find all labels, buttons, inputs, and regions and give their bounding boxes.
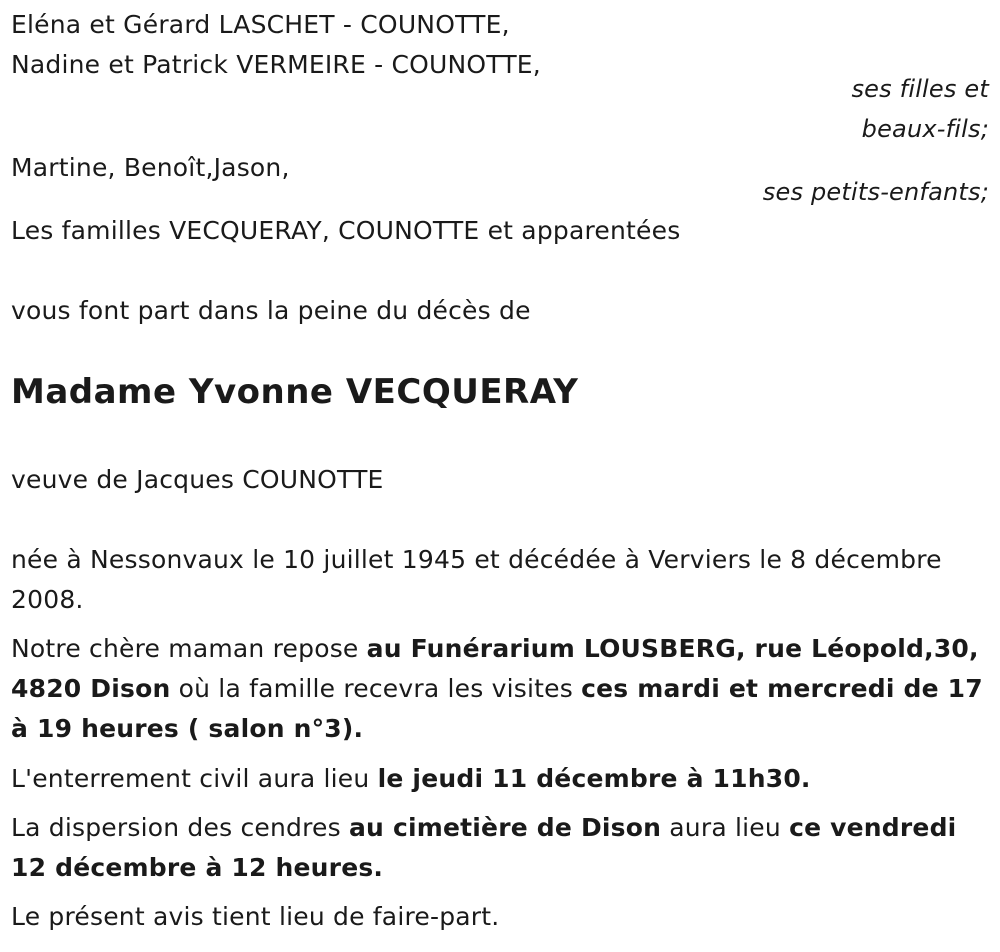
announcement-line: vous font part dans la peine du décès de	[11, 296, 531, 325]
relation-daughters: ses filles et	[851, 75, 989, 103]
widow-line: veuve de Jacques COUNOTTE	[11, 465, 384, 494]
dispersion-date: ce vendredi 12 décembre à 12 heures.	[11, 813, 957, 882]
visitation-text-1: Notre chère maman repose	[11, 634, 367, 663]
deceased-name: Madame Yvonne VECQUERAY	[11, 372, 579, 412]
family-line-1: Eléna et Gérard LASCHET - COUNOTTE,	[11, 10, 510, 39]
burial-text: L'enterrement civil aura lieu	[11, 764, 378, 793]
visiting-hours: ces mardi et mercredi de 17 à 19 heures ( salon n°3).	[11, 674, 983, 743]
dispersion-text-2: aura lieu	[661, 813, 790, 842]
family-line-2: Nadine et Patrick VERMEIRE - COUNOTTE,	[11, 50, 541, 79]
dispersion-text-1: La dispersion des cendres	[11, 813, 349, 842]
dispersion-place: au cimetière de Dison	[348, 813, 662, 842]
funeral-home-address: au Funérarium LOUSBERG, rue Léopold,30, 4820 Dison	[11, 634, 979, 703]
families-line: Les familles VECQUERAY, COUNOTTE et apparentées	[11, 216, 681, 245]
relation-sons-in-law: beaux-fils;	[861, 115, 989, 143]
burial-date: le jeudi 11 décembre à 11h30.	[377, 764, 811, 793]
visitation-paragraph	[11, 629, 986, 749]
footer-line: Le présent avis tient lieu de faire-part.	[11, 902, 500, 931]
visitation-text-2: où la famille recevra les visites	[170, 674, 582, 703]
burial-paragraph	[11, 759, 986, 799]
birth-death-paragraph: née à Nessonvaux le 10 juillet 1945 et décédée à Verviers le 8 décembre 2008.	[11, 545, 942, 614]
relation-grandchildren: ses petits-enfants;	[762, 178, 989, 206]
grandchildren-line: Martine, Benoît,Jason,	[11, 153, 290, 182]
dispersion-paragraph	[11, 808, 986, 888]
